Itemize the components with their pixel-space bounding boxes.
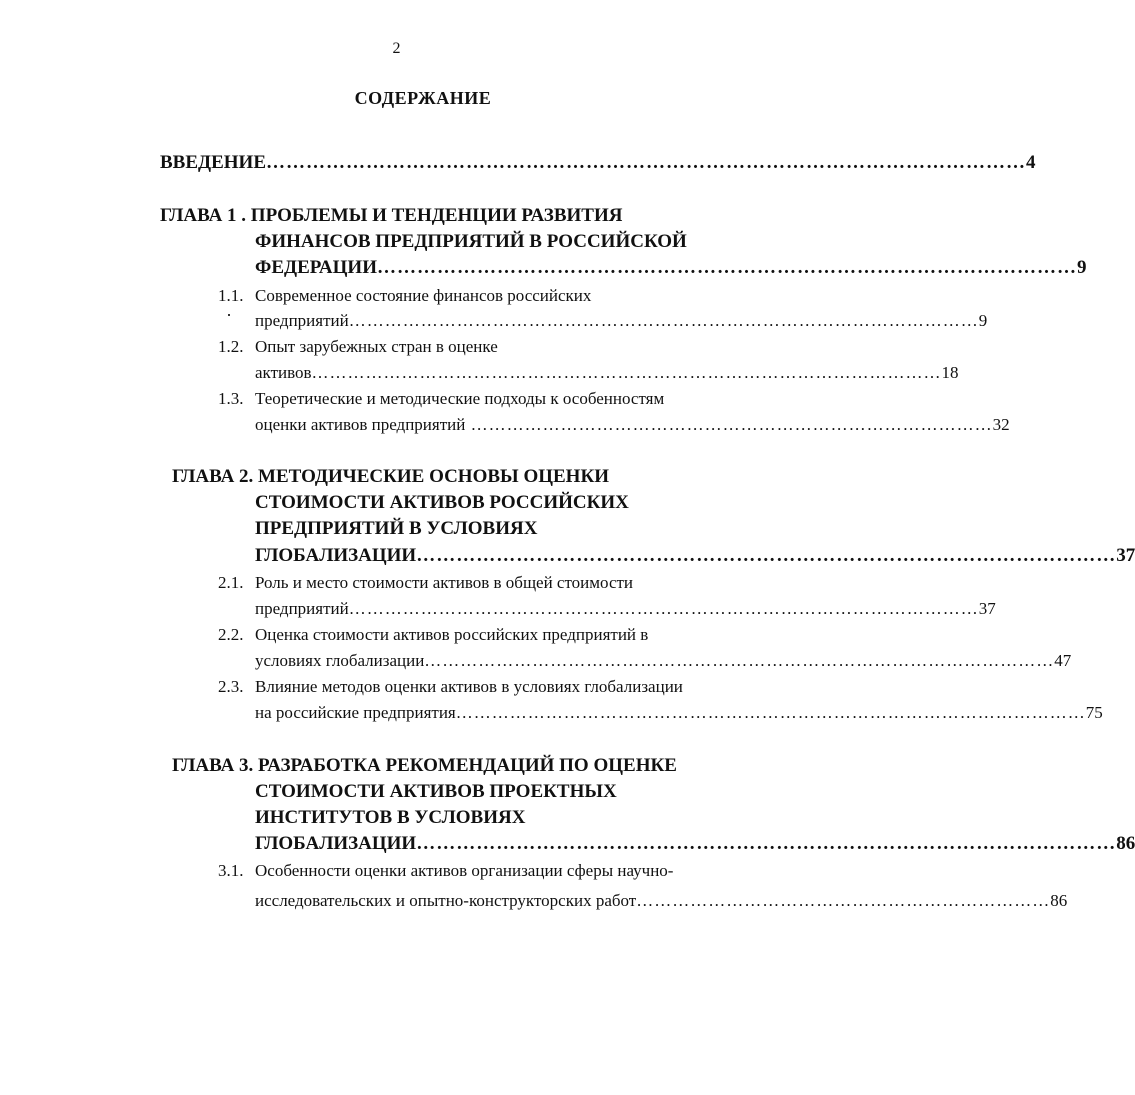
toc-section-1-3-line1: Теоретические и методические подходы к особенностям [255,389,665,408]
toc-leader: …………………………………………………………………………………………… [376,257,1077,278]
toc-leader: …………………………………………………………………………………………… [416,545,1117,566]
toc-section-2-2-line1: Оценка стоимости активов российских предприятий в [255,625,649,644]
section-number: 1.2. [218,337,244,356]
toc-leader: …………………………………………………………………………………………… [424,651,1055,670]
section-number: 2.2. [218,625,244,644]
toc-entry-label: ГЛОБАЛИЗАЦИИ [255,833,417,854]
chapter-2-heading-line3: ПРЕДПРИЯТИЙ В УСЛОВИЯХ [255,518,538,539]
toc-section-3-1-line1: Особенности оценки активов организации сферы научно- [255,861,674,880]
section-number: 3.1. [218,861,244,880]
toc-leader: …………………………………………………………………………………………… [416,833,1117,854]
toc-entry-label: оценки активов предприятий [255,415,466,434]
toc-page: 37 [978,599,996,618]
scan-speck [228,314,230,316]
chapter-3-heading-line3: ИНСТИТУТОВ В УСЛОВИЯХ [255,807,526,828]
toc-page: 32 [992,415,1010,434]
toc-section-2-3-line1: Влияние методов оценки активов в условиях глобализации [255,677,683,696]
toc-page: 9 [978,311,988,330]
toc-section-1-1-line1: Современное состояние финансов российских [255,286,592,305]
toc-entry-label: условиях глобализации [255,651,425,670]
toc-entry-label: исследовательских и опытно-конструкторских работ [255,891,637,910]
toc-section-2-1-line1: Роль и место стоимости активов в общей стоимости [255,573,634,592]
section-number: 1.3. [218,389,244,408]
section-number: 2.3. [218,677,244,696]
page-title: СОДЕРЖАНИЕ [354,88,492,108]
toc-leader: …………………………………………………………………………………………… [311,363,942,382]
toc-page: 18 [941,363,959,382]
toc-entry-label: на российские предприятия [255,703,456,722]
chapter-2-heading: ГЛАВА 2. МЕТОДИЧЕСКИЕ ОСНОВЫ ОЦЕНКИ [172,466,610,487]
toc-entry-section-2-1[interactable] [255,599,996,619]
toc-page: 86 [1050,891,1068,910]
toc-entry-label: ФЕДЕРАЦИИ [255,257,377,278]
toc-entry-section-1-2[interactable] [255,363,959,383]
toc-page: 37 [1116,545,1135,566]
toc-entry-label: активов [255,363,312,382]
toc-page: 9 [1076,257,1087,278]
toc-page: 75 [1085,703,1103,722]
toc-entry-chapter-2[interactable] [255,545,1135,567]
toc-leader: …………………………………………………………… [636,891,1051,910]
toc-entry-intro[interactable] [160,152,1036,174]
section-number: 2.1. [218,573,244,592]
toc-entry-label: ГЛОБАЛИЗАЦИИ [255,545,417,566]
toc-entry-label: предприятий [255,599,349,618]
page-number: 2 [392,40,401,57]
section-number: 1.1. [218,286,244,305]
toc-leader: …………………………………………………………………………………………… [348,311,979,330]
toc-entry-section-3-1[interactable] [255,891,1068,911]
toc-entry-section-2-2[interactable] [255,651,1072,671]
toc-page: 4 [1026,152,1036,173]
toc-page: 47 [1054,651,1072,670]
toc-entry-section-2-3[interactable] [255,703,1103,723]
chapter-1-heading-line2: ФИНАНСОВ ПРЕДПРИЯТИЙ В РОССИЙСКОЙ [255,231,687,252]
chapter-2-heading-line2: СТОИМОСТИ АКТИВОВ РОССИЙСКИХ [255,492,629,513]
toc-entry-label: ВВЕДЕНИЕ [160,152,266,173]
toc-leader: …………………………………………………………………………………………………… [266,152,1026,173]
toc-page: 86 [1116,833,1135,854]
toc-entry-section-1-1[interactable] [255,311,988,331]
toc-leader: …………………………………………………………………………… [465,415,993,434]
chapter-1-heading: ГЛАВА 1 . ПРОБЛЕМЫ И ТЕНДЕНЦИИ РАЗВИТИЯ [160,205,623,226]
toc-entry-section-1-3[interactable] [255,415,1010,435]
toc-entry-chapter-3[interactable] [255,833,1135,855]
toc-leader: …………………………………………………………………………………………… [348,599,979,618]
chapter-3-heading-line2: СТОИМОСТИ АКТИВОВ ПРОЕКТНЫХ [255,781,617,802]
toc-entry-label: предприятий [255,311,349,330]
toc-section-1-2-line1: Опыт зарубежных стран в оценке [255,337,498,356]
chapter-3-heading: ГЛАВА 3. РАЗРАБОТКА РЕКОМЕНДАЦИЙ ПО ОЦЕНКЕ [172,755,677,776]
toc-entry-chapter-1[interactable] [255,257,1087,279]
toc-leader: …………………………………………………………………………………………… [455,703,1086,722]
